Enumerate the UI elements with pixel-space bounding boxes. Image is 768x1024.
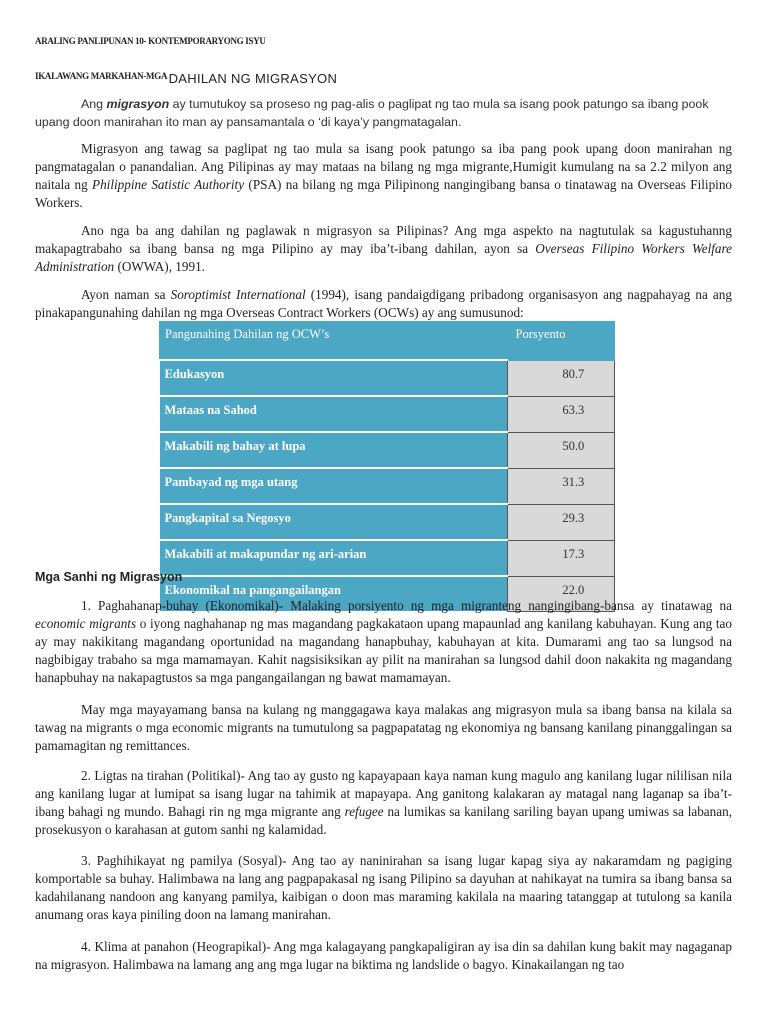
- ocw-reasons-table: [159, 321, 615, 612]
- percent-cell: 22.0: [507, 576, 615, 611]
- paragraph-text: Migrasyon ang tawag sa paglipat ng tao mula sa isang pook patungo sa iba pang pook upang doon manirahan ng pangmatagalan o panandalian. Ang Pilipinas ay may mataas na bilang ng mga migrante,Humigit kumulang na sa 2.2 milyon ang naitala ng: [35, 141, 732, 192]
- table-header-row: [160, 322, 615, 361]
- table-row: [160, 504, 615, 540]
- course-header: ARALING PANLIPUNAN 10- KONTEMPORARYONG ISYU: [35, 36, 266, 46]
- percent-cell: 63.3: [507, 396, 615, 432]
- paragraph-remittances: May mga mayayamang bansa na kulang ng manggagawa kaya malakas ang migrasyon mula sa ibang bansa na kilala sa tawag na migrants o mga economic migrants na tumutulong sa pagpapatatag ng ekonomiya ng bansang kanilang pinanggalingan sa pamamagitan ng remittances.: [35, 702, 732, 753]
- table-row: [160, 468, 615, 504]
- paragraph-cause-social: 3. Paghihikayat ng pamilya (Sosyal)- Ang tao ay naninirahan sa isang lugar kapag siya ay nakaramdam ng pagiging komportable sa buhay. Halimbawa na lang ang pagpapakasal ng isang Pilipino sa dayuhan at nahikayat na tumira sa ibang bansa sa kadahilanang nandoon ang kanyang pamilya, kaibigan o doon mas maraming kakilala na maaring tatanggap at tutulong sa kanila anumang oras kaya piniling doon na lamang manirahan.: [35, 853, 732, 922]
- table-row: [160, 360, 615, 396]
- section-heading: Mga Sanhi ng Migrasyon: [35, 570, 183, 584]
- paragraph-psa: [35, 140, 732, 212]
- reason-cell: Pangkapital sa Negosyo: [160, 504, 508, 540]
- paragraph-text: (1994), isang pandaigdigang pribadong organisasyon ang nagpahayag na ang pinakapangunahing dahilan ng mga Overseas Contract Workers (OCWs) ay ang sumusunod:: [35, 287, 732, 320]
- paragraph-text: Ano nga ba ang dahilan ng paglawak n migrasyon sa Pilipinas? Ang mga aspekto na nagtutulak sa kagustuhanng makapagtrabaho sa ibang bansa ng mga Pilipino ay may iba’t-ibang dahilan, ayon sa: [35, 223, 732, 256]
- reason-cell: Mataas na Sahod: [160, 396, 508, 432]
- table-row: [160, 396, 615, 432]
- column-header-reason: Pangunahing Dahilan ng OCW’s: [160, 322, 508, 361]
- percent-cell: 29.3: [507, 504, 615, 540]
- paragraph-owwa: [35, 222, 732, 276]
- reason-cell: Pambayad ng mga utang: [160, 468, 508, 504]
- percent-cell: 17.3: [507, 540, 615, 576]
- paragraph-text: (PSA) na bilang ng mga Pilipinong nangingibang bansa o tinatawag na Overseas Filipino Workers.: [35, 177, 733, 210]
- quarter-header: [35, 66, 337, 84]
- paragraph-definition: [35, 95, 732, 131]
- reason-cell: Edukasyon: [160, 360, 508, 396]
- percent-cell: 50.0: [507, 432, 615, 468]
- quarter-label: IKALAWANG MARKAHAN-MGA: [35, 71, 169, 81]
- column-header-percent: Porsyento: [507, 322, 615, 361]
- paragraph-text: 2. Ligtas na tirahan (Politikal)- Ang tao ay gusto ng kapayapaan kaya naman kung magulo ang kanilang lugar nililisan nila ang kanilang lugar at lumipat sa isang lugar na tahimik at mapayapa. Ang ganitong kalakaran ay matagal nang laganap sa iba’t-ibang bahagi ng mundo. Bahagi rin ng mga migrante ang: [35, 768, 732, 819]
- term-economic-migrants: economic migrants: [35, 616, 137, 631]
- paragraph-text: ay tumutukoy sa proseso ng pag-alis o paglipat ng tao mula sa isang pook patungo sa ibang pook upang doon manirahan ito man ay pansamantala o ‘di kaya’y pangmatagalan.: [35, 97, 709, 129]
- table-row: [160, 432, 615, 468]
- paragraph-text: na lumikas sa kanilang sariling bayan upang umiwas sa labanan, prosekusyon o karahasan at gutom sanhi ng kalamidad.: [35, 804, 732, 837]
- reason-cell: Ekonomikal na pangangailangan: [160, 576, 508, 611]
- paragraph-soroptimist: [35, 286, 732, 322]
- paragraph-text: (OWWA), 1991.: [114, 259, 205, 274]
- page-title: DAHILAN NG MIGRASYON: [168, 71, 338, 86]
- percent-cell: 31.3: [507, 468, 615, 504]
- paragraph-text: Ayon naman sa: [81, 287, 171, 302]
- paragraph-text: o iyong naghahanap ng mas magandang pagkakataon upang mapaunlad ang kanilang kabuhayan. Kung ang tao ay may nakikitang magandang oportunidad na magandang hanapbuhay, kabuhayan at kita. Dumarami ang tao sa lungsod na nagbibigay trabaho sa mga mamamayan. Kahit nagsisiksikan ay pilit na manirahan sa lungsod dahil doon nakakita ng magandang hanapbuhay na nakapagtustos sa mga pangangailangan ng bawat mamamayan.: [35, 616, 732, 685]
- term-migrasyon: migrasyon: [106, 97, 170, 111]
- org-psa: Philippine Satistic Authority: [92, 177, 245, 192]
- paragraph-text: 1. Paghahanap-buhay (Ekonomikal)- Malaking porsiyento ng mga migranteng nangingibang-bansa ay tinatawag na: [81, 598, 732, 613]
- percent-cell: 80.7: [507, 360, 615, 396]
- paragraph-text: Ang: [81, 97, 107, 111]
- reason-cell: Makabili at makapundar ng ari-arian: [160, 540, 508, 576]
- org-soroptimist: Soroptimist International: [170, 287, 306, 302]
- table-row: [160, 540, 615, 576]
- term-refugee: refugee: [344, 804, 384, 819]
- paragraph-cause-economic: [35, 597, 732, 687]
- org-owwa: Overseas Filipino Workers Welfare Administration: [35, 241, 732, 274]
- paragraph-cause-geographic: 4. Klima at panahon (Heograpikal)- Ang mga kalagayang pangkapaligiran ay isa din sa dahilan kung bakit may nagaganap na migrasyon. Halimbawa na lamang ang ang mga lugar na biktima ng landslide o bagyo. Kinakailangan ng tao: [35, 939, 732, 972]
- paragraph-cause-political: [35, 767, 732, 839]
- reason-cell: Makabili ng bahay at lupa: [160, 432, 508, 468]
